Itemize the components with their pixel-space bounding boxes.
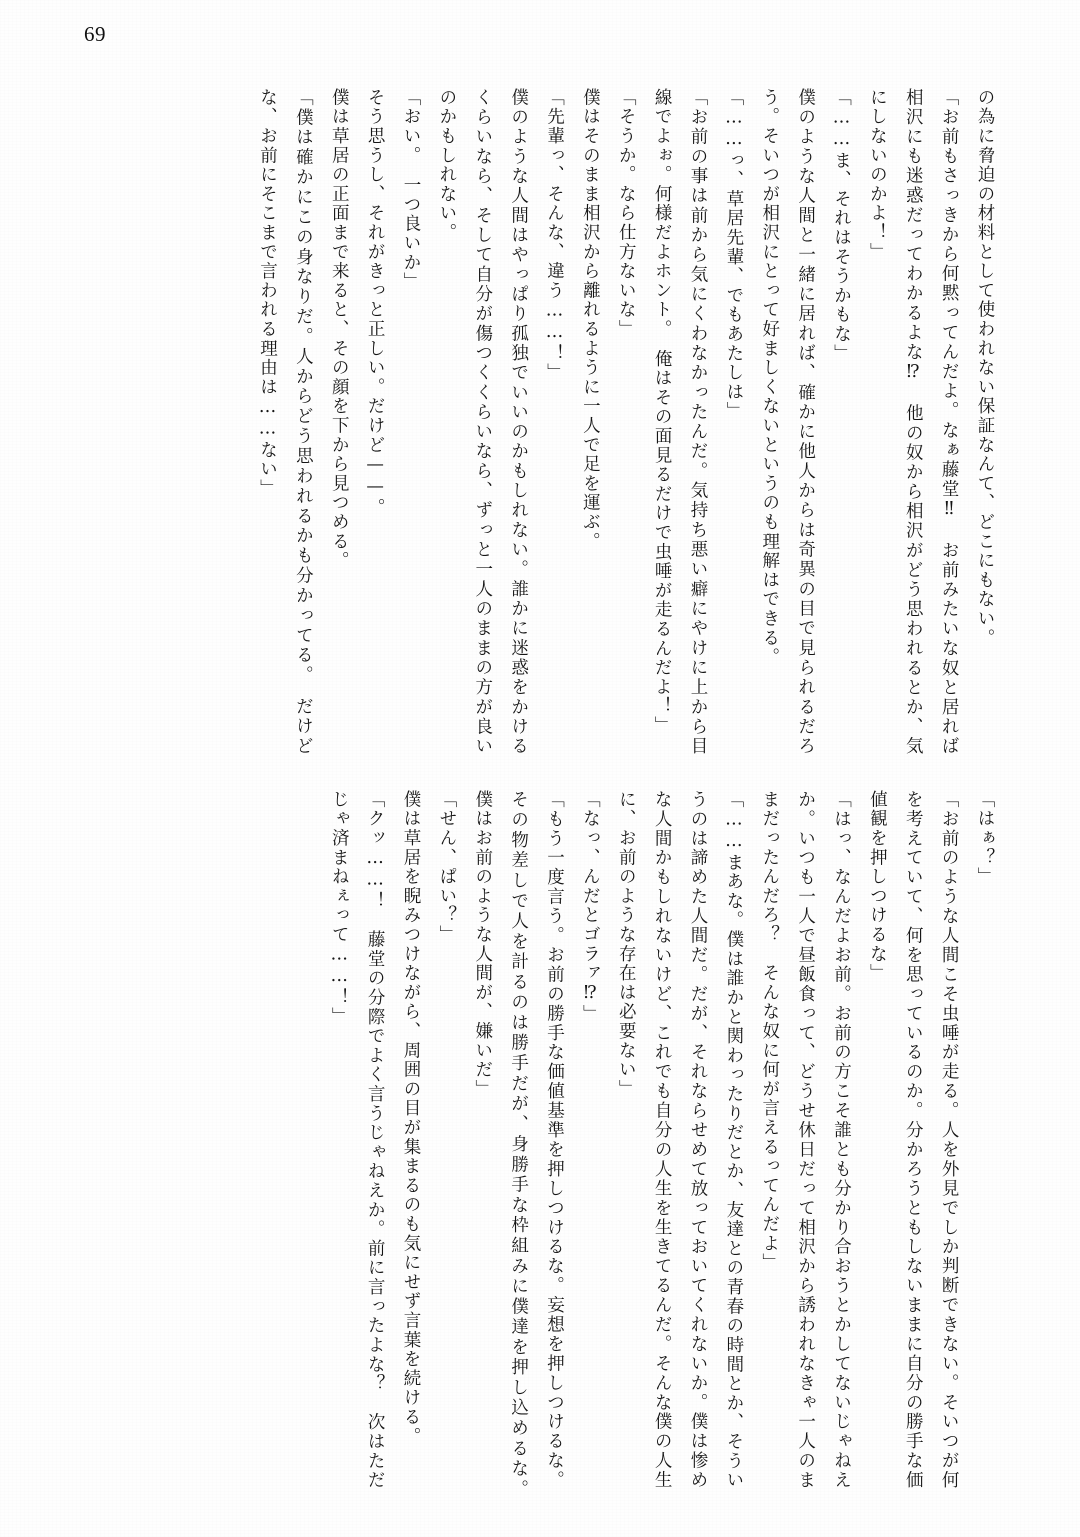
paragraph: 「お前の事は前から気にくわなかったんだ。気持ち悪い癖にやけに上から目線でよぉ。何様だよホント。 俺はその面見るだけで虫唾が走るんだよ！」 [652,88,708,756]
paragraph: 「もう一度言う。お前の勝手な価値基準を押しつけるな。妄想を押しつけるな。その物差しで人を計るのは勝手だが、身勝手な枠組みに僕達を押し込めるな。 僕はお前のような人間が、嫌いだ」 [472,790,565,1510]
paragraph: 「お前のような人間こそ虫唾が走る。人を外見でしか判断できない。そいつが何を考えていて、何を思っているのか。分かろうともしないままに自分の勝手な価値観を押しつけるな」 [867,790,960,1490]
paragraph: 「……っ、草居先輩、でもあたしは」 [723,88,744,422]
paragraph: 「せん、ぱい？」 [436,790,457,945]
paragraph: 「クッ……！ 藤堂の分際でよく言うじゃねえか。前に言ったよな？ 次はただじゃ済まねぇって……！」 [329,790,386,1490]
paragraph: の為に脅迫の材料として使われない保証なんて、どこにもない。 [975,88,995,648]
paragraph: 僕は草居を睨みつけながら、周囲の目が集まるのも気にせず言葉を続ける。 [401,790,421,1447]
paragraph: そう思うし、それがきっと正しい。だけど——。 [365,88,386,518]
paragraph: 「はっ、なんだよお前。お前の方こそ誰とも分かり合おうとかしてないじゃねえか。いつも一人で昼飯食って、どうせ休日だって相沢から誘われなきゃ一人のままだったんだろ？ そんな奴に何が言えるってんだよ」 [759,790,852,1490]
paragraph: 「僕は確かにこの身なりだ。人からどう思われるかも分かってる。 だけどな、お前にそこまで言われる理由は……ない」 [257,88,314,756]
body-text-lower [174,790,1002,1510]
paragraph: 「お前もさっきから何黙ってんだよ。なぁ藤堂‼ お前みたいな奴と居れば相沢にも迷惑だってわかるよな⁉ 他の奴から相沢がどう思われるとか、気にしないのかよ！」 [867,88,960,756]
paragraph: 「そうか。なら仕方ないな」 [616,88,637,339]
body-text-upper [174,88,1002,756]
paragraph: 「先輩っ、そんな、違う……！」 [544,88,565,383]
paragraph: 「……ま、それはそうかもな」 [831,88,852,364]
paragraph: 僕はそのまま相沢から離れるように一人で足を運ぶ。 [580,88,601,552]
paragraph: 僕は草居の正面まで来ると、その顔を下から見つめる。 [329,88,350,571]
page-number: 69 [84,22,106,46]
paragraph: 僕のような人間はやっぱり孤独でいいのかもしれない。誰かに迷惑をかけるくらいなら、そして自分が傷つくくらいなら、ずっと一人のままの方が良いのかもしれない。 [436,88,529,756]
paragraph: 「……まあな。僕は誰かと関わったりだとか、友達との青春の時間とか、そういうのは諦めた人間だ。だが、それならせめて放っておいてくれないか。僕は惨めな人間かもしれないけど、これでも自分の人生を生きてるんだ。そんな僕の人生に、お前のような存在は必要ない」 [616,790,744,1490]
paragraph: 「おい。 一つ良いか」 [401,88,421,292]
paragraph: 「なっ、んだとゴラァ⁉」 [580,790,601,1025]
paragraph: 「はぁ？」 [975,790,995,887]
paragraph: 僕のような人間と一緒に居れば、確かに他人からは奇異の目で見られるだろう。そいつが相沢にとって好ましくないというのも理解はできる。 [759,88,816,756]
